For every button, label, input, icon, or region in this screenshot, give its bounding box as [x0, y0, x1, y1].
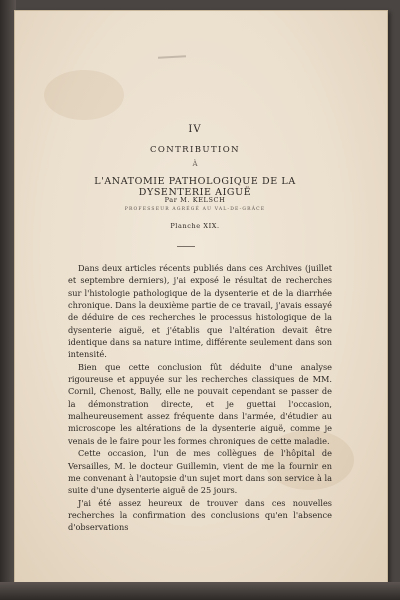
article-title: L'ANATOMIE PATHOLOGIQUE DE LA DYSENTERIE AIGUË	[94, 176, 296, 198]
paragraph: J'ai été assez heureux de trouver dans ces nouvelles recherches la confirmation des conclusions qu'en l'absence d'observations	[68, 497, 332, 533]
paragraph: Bien que cette conclusion fût déduite d'une analyse rigoureuse et appuyée sur les recherches classiques de MM. Cornil, Chenost, Bally, elle ne pouvait cependant se passer de la démonstration directe, et je guettai l'occasion, malheureusement assez fréquente dans l'armée, d'étudier au microscope les altérations de la dysenterie aiguë, comme je venais de le faire pour les formes chroniques de cette maladie.	[68, 361, 332, 446]
paper-stain	[44, 70, 124, 120]
plate-reference: Planche XIX.	[170, 222, 220, 230]
body-text	[68, 262, 332, 534]
contribution-label: CONTRIBUTION	[150, 145, 240, 155]
paragraph: Cette occasion, l'un de mes collègues de l'hôpital de Versailles, M. le docteur Guillemin, vient de me la fournir en me convenant à l'autopsie d'un sujet mort dans son service à la suite d'une dysenterie aiguë de 25 jours.	[68, 448, 332, 496]
paragraph: Dans deux articles récents publiés dans ces Archives (juillet et septembre derniers), j'ai exposé le résultat de recherches sur l'histologie pathologique de la dysenterie et de la diarrhée chronique. Dans la deuxième partie de ce travail, j'avais essayé de déduire de ces recherches le processus histologique de la dysenterie aiguë, et j'établis que l'altération devait être identique dans sa nature intime, différente seulement dans son intensité.	[68, 263, 332, 360]
author-line: Par M. KELSCH	[164, 196, 226, 204]
title-rule	[177, 246, 195, 247]
section-number: IV	[188, 124, 202, 135]
author-role: PROFESSEUR AGRÉGÉ AU VAL-DE-GRÂCE	[124, 207, 266, 212]
section-ornament: À	[192, 160, 198, 168]
scan-background-bottom	[0, 582, 400, 600]
